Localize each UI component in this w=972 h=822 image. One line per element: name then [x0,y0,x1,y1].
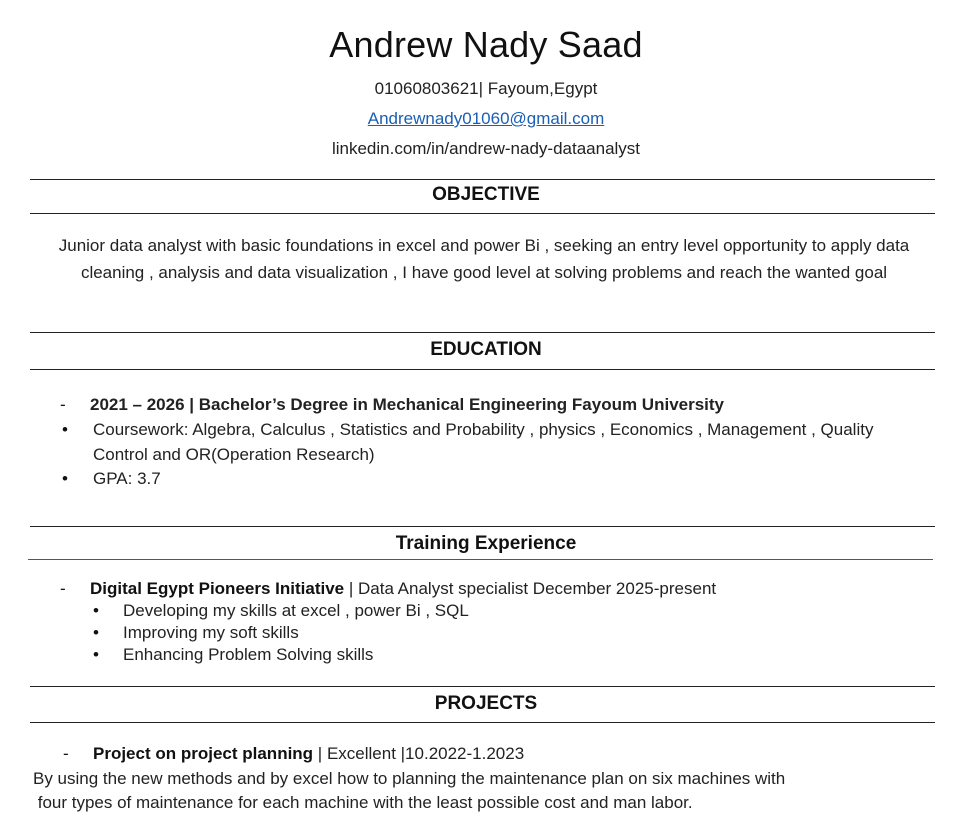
bullet-marker: • [62,420,68,439]
bullet-marker: • [62,469,68,488]
objective-text: Junior data analyst with basic foundations in excel and power Bi , seeking an entry level opportunity to apply data cleaning , analysis and data visualization , I have good level at solving problems and reach the wanted goal [58,236,910,282]
candidate-name: Andrew Nady Saad [329,24,643,65]
divider [30,722,935,723]
education-heading: EDUCATION [430,339,542,360]
dash-marker: - [60,395,66,414]
project-name: Project on project planning [93,744,314,763]
training-bullet: Improving my soft skills [123,623,299,642]
bullet-marker: • [93,645,99,664]
phone-location: 01060803621| Fayoum,Egypt [374,79,598,98]
divider [30,686,935,687]
bullet-marker: • [93,601,99,620]
divider [30,332,935,333]
divider [30,526,935,527]
coursework-line: Coursework: Algebra, Calculus , Statistics and Probability , physics , Economics , Management , Quality [93,420,874,439]
bullet-marker: • [93,623,99,642]
degree-line: 2021 – 2026 | Bachelor’s Degree in Mechanical Engineering Fayoum University [90,395,725,414]
gpa-line: GPA: 3.7 [93,469,161,488]
training-org: Digital Egypt Pioneers Initiative [90,579,345,598]
divider [30,179,935,180]
dash-marker: - [60,579,66,598]
training-heading: Training Experience [395,533,577,554]
divider [30,213,935,214]
training-bullet: Developing my skills at excel , power Bi , SQL [123,601,469,620]
email-link[interactable]: Andrewnady01060@gmail.com [367,109,605,128]
linkedin-url: linkedin.com/in/andrew-nady-dataanalyst [331,139,641,158]
email-line [0,109,972,129]
training-entry [90,579,716,599]
dash-marker: - [63,744,69,763]
divider [28,559,933,560]
training-role: | Data Analyst specialist December 2025-present [344,579,717,598]
project-meta: | Excellent |10.2022-1.2023 [313,744,525,763]
projects-heading: PROJECTS [434,693,538,714]
project-description: By using the new methods and by excel how to planning the maintenance plan on six machines with [33,769,786,788]
coursework-line-continued: Control and OR(Operation Research) [93,445,375,464]
objective-heading: OBJECTIVE [432,184,540,205]
project-description-continued: four types of maintenance for each machine with the least possible cost and man labor. [33,793,693,812]
project-entry [93,744,524,764]
divider [30,369,935,370]
training-bullet: Enhancing Problem Solving skills [123,645,374,664]
